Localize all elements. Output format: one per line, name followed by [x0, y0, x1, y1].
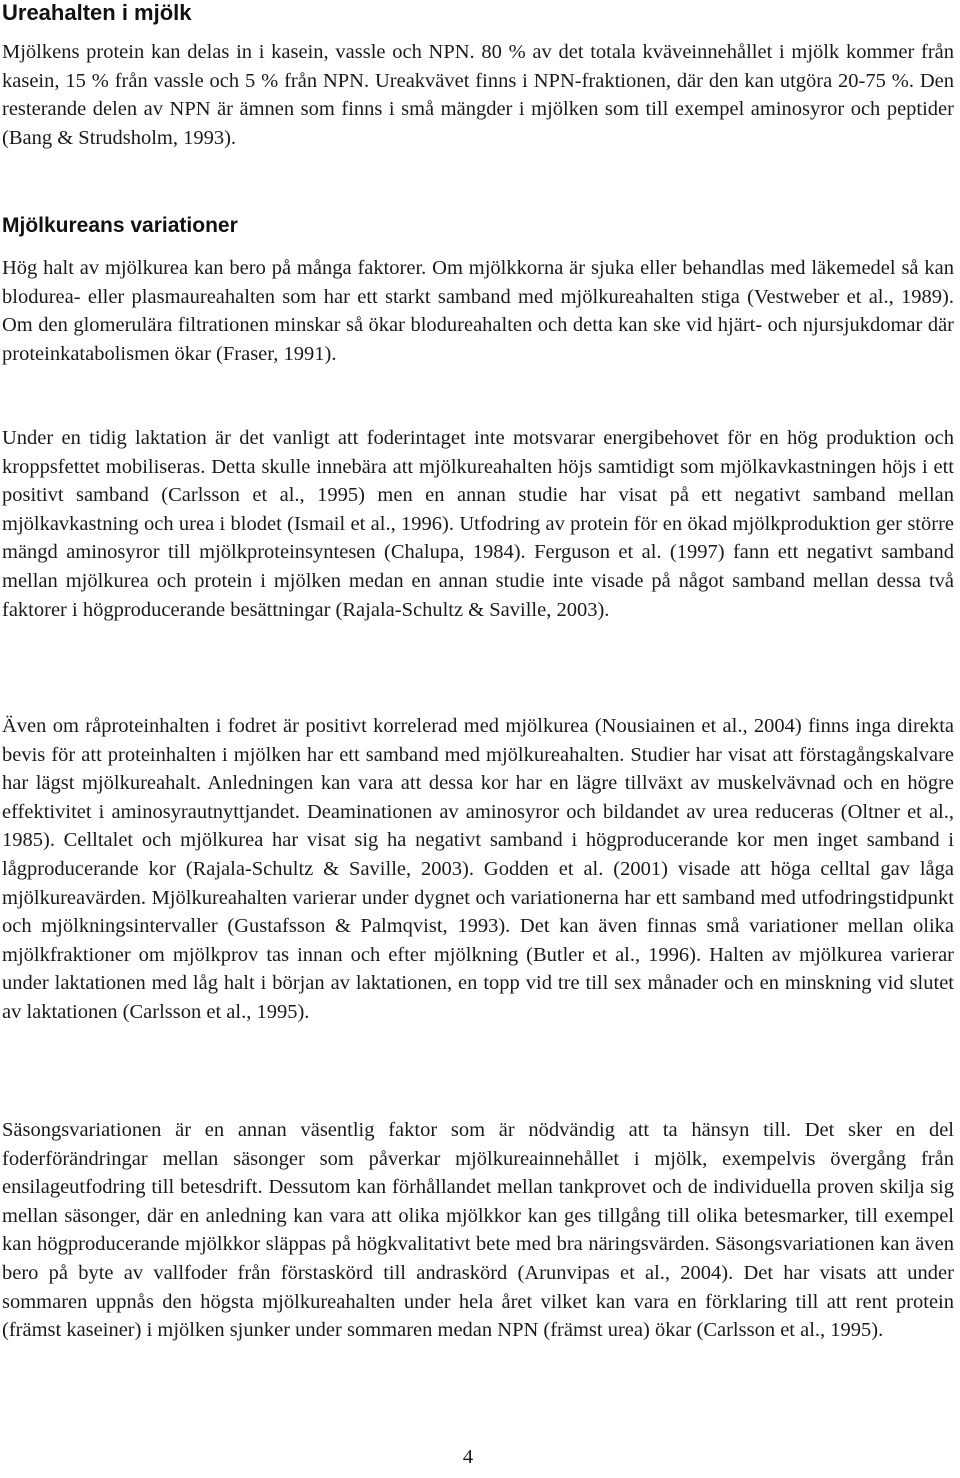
paragraph-seasonal-variation: Säsongsvariationen är en annan väsentlig faktor som är nödvändig att ta hänsyn till. Det sker en del foderförändringar mellan säsonger som påverkar mjölkureainnehållet i mjölk, exempelvis övergång från ensilageutfodring till betesdrift. Dessutom kan förhållandet mellan tankprovet och de individuella proven skilja sig mellan säsonger, där en anledning kan vara att olika mjölkkor kan ges tillgång till olika betesmarker, till exempel kan högproducerande mjölkkor släppas på högkvalitativt bete med bra näringsvärden. Säsongsvariationen kan även bero på byte av vallfoder från förstaskörd till andraskörd (Arunvipas et al., 2004). Det har visats att under sommaren uppnås den högsta mjölkureahalten under hela året vilket kan vara en förklaring till att rent protein (främst kaseiner) i mjölken sjunker under sommaren medan NPN (främst urea) ökar (Carlsson et al., 1995).	[2, 1119, 954, 1342]
subsection-heading: Mjölkureans variationer	[2, 214, 238, 237]
paragraph-high-urea-causes: Hög halt av mjölkurea kan bero på många faktorer. Om mjölkkorna är sjuka eller behandlas med läkemedel så kan blodurea- eller plasmaureahalten som har ett starkt samband med mjölkureahalten stiga (Vestweber et al., 1989). Om den glomerulära filtrationen minskar så ökar blodureahalten och detta kan ske vid hjärt- och njursjukdomar där proteinkatabolismen ökar (Fraser, 1991).	[2, 257, 954, 365]
paragraph-early-lactation: Under en tidig laktation är det vanligt att foderintaget inte motsvarar energibehovet för en hög produktion och kroppsfettet mobiliseras. Detta skulle innebära att mjölkureahalten höjs samtidigt som mjölkavkastningen höjs i ett positivt samband (Carlsson et al., 1995) men en annan studie har visat på ett negativt samband mellan mjölkavkastning och urea i blodet (Ismail et al., 1996). Utfodring av protein för en ökad mjölkproduktion ger större mängd aminosyror till mjölkproteinsyntesen (Chalupa, 1984). Ferguson et al. (1997) fann ett negativt samband mellan mjölkurea och protein i mjölken medan en annan studie inte visade på något samband mellan dessa två faktorer i högproducerande besättningar (Rajala-Schultz & Saville, 2003).	[2, 427, 954, 621]
paragraph-milk-protein: Mjölkens protein kan delas in i kasein, vassle och NPN. 80 % av det totala kväveinnehållet i mjölk kommer från kasein, 15 % från vassle och 5 % från NPN. Ureakvävet finns i NPN-fraktionen, där den kan utgöra 20-75 %. Den resterande delen av NPN är ämnen som finns i små mängder i mjölken som till exempel aminosyror och peptider (Bang & Strudsholm, 1993).	[2, 41, 954, 149]
section-heading: Ureahalten i mjölk	[2, 0, 192, 25]
paragraph-crude-protein: Även om råproteinhalten i fodret är positivt korrelerad med mjölkurea (Nousiainen et al., 2004) finns inga direkta bevis för att proteinhalten i mjölken har ett samband med mjölkureahalten. Studier har visat att förstagångskalvare har lägst mjölkureahalt. Anledningen kan vara att dessa kor har en lägre tillväxt av muskelvävnad och en högre effektivitet i aminosyrautnyttjandet. Deaminationen av aminosyror och bildandet av urea reduceras (Oltner et al., 1985). Celltalet och mjölkurea har visat sig ha negativt samband i högproducerande kor men inget samband i lågproducerande kor (Rajala-Schultz & Saville, 2003). Godden et al. (2001) visade att höga celltal gav låga mjölkureavärden. Mjölkureahalten varierar under dygnet och variationerna har ett samband med utfodringstidpunkt och mjölkningsintervaller (Gustafsson & Palmqvist, 1993). Det kan även finnas små variationer mellan olika mjölkfraktioner om mjölkprov tas innan och efter mjölkning (Butler et al., 1996). Halten av mjölkurea varierar under laktationen med låg halt i början av laktationen, en topp vid tre till sex månader och en minskning vid slutet av laktationen (Carlsson et al., 1995).	[2, 715, 954, 1023]
page-number: 4	[462, 1446, 474, 1468]
